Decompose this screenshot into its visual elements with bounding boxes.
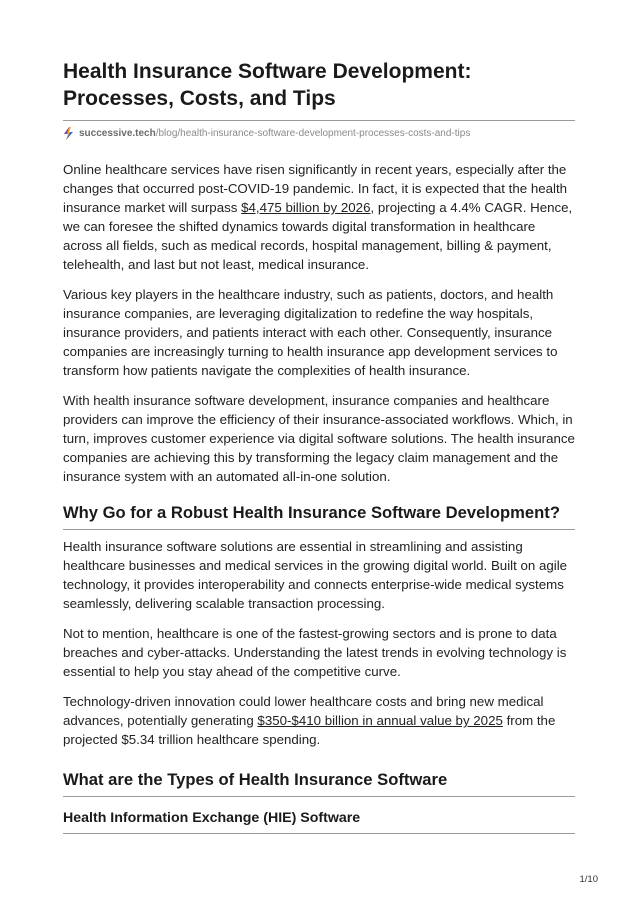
paragraph-text: Technology-driven innovation could lower healthcare costs and bring new medical advances, potentially generating	[63, 694, 544, 728]
bolt-icon	[63, 127, 74, 140]
section-heading: Why Go for a Robust Health Insurance Software Development?	[63, 502, 575, 530]
source-link[interactable]	[79, 128, 470, 139]
section-heading: What are the Types of Health Insurance Software	[63, 769, 575, 797]
paragraph: With health insurance software development, insurance companies and healthcare providers can improve the efficiency of their insurance-associated workflows. Which, in turn, improves customer experience via digital software solutions. The health insurance companies are achieving this by transforming the legacy claim management and the insurance system with an automated all-in-one solution.	[63, 393, 575, 484]
article	[63, 58, 575, 834]
annual-value-link[interactable]: $350-$410 billion in annual value by 2025	[257, 713, 503, 728]
paragraph	[63, 692, 575, 749]
paragraph: Various key players in the healthcare industry, such as patients, doctors, and health insurance companies, are leveraging digitalization to redefine the way hospitals, insurance providers, and patients interact with each other. Consequently, insurance companies are increasingly turning to health insurance app development services to transform how patients navigate the complexities of health insurance.	[63, 287, 558, 378]
paragraph: Health insurance software solutions are essential in streamlining and assisting healthcare businesses and medical services in the growing digital world. Built on agile technology, it provides interoperability and connects enterprise-wide medical systems seamlessly, delivering scalable transaction processing.	[63, 539, 568, 611]
paragraph-text: Online healthcare services have risen significantly in recent years, especially after the changes that occurred post-COVID-19 pandemic. In fact, it is expected that the health insurance market will surpass	[63, 162, 568, 215]
page-number: 1/10	[579, 874, 598, 885]
market-size-link[interactable]: $4,475 billion by 2026	[241, 200, 371, 215]
source-line	[63, 127, 575, 140]
page-title: Health Insurance Software Development: Processes, Costs, and Tips	[63, 58, 575, 121]
source-path: /blog/health-insurance-software-development-processes-costs-and-tips	[155, 128, 471, 139]
paragraph: Not to mention, healthcare is one of the fastest-growing sectors and is prone to data breaches and cyber-attacks. Understanding the latest trends in evolving technology is essential to help you stay ahead of the competitive curve.	[63, 626, 567, 679]
paragraph-text: , projecting a 4.4% CAGR. Hence, we can foresee the shifted dynamics towards digital transformation in healthcare across all fields, such as medical records, hospital management, billing & payment, telehealth, and last but not least, medical insurance.	[63, 200, 573, 272]
paragraph-text: from the projected $5.34 trillion healthcare spending.	[63, 713, 556, 747]
source-domain: successive.tech	[79, 128, 156, 139]
subsection-heading: Health Information Exchange (HIE) Software	[63, 808, 575, 834]
paragraph	[63, 160, 575, 274]
